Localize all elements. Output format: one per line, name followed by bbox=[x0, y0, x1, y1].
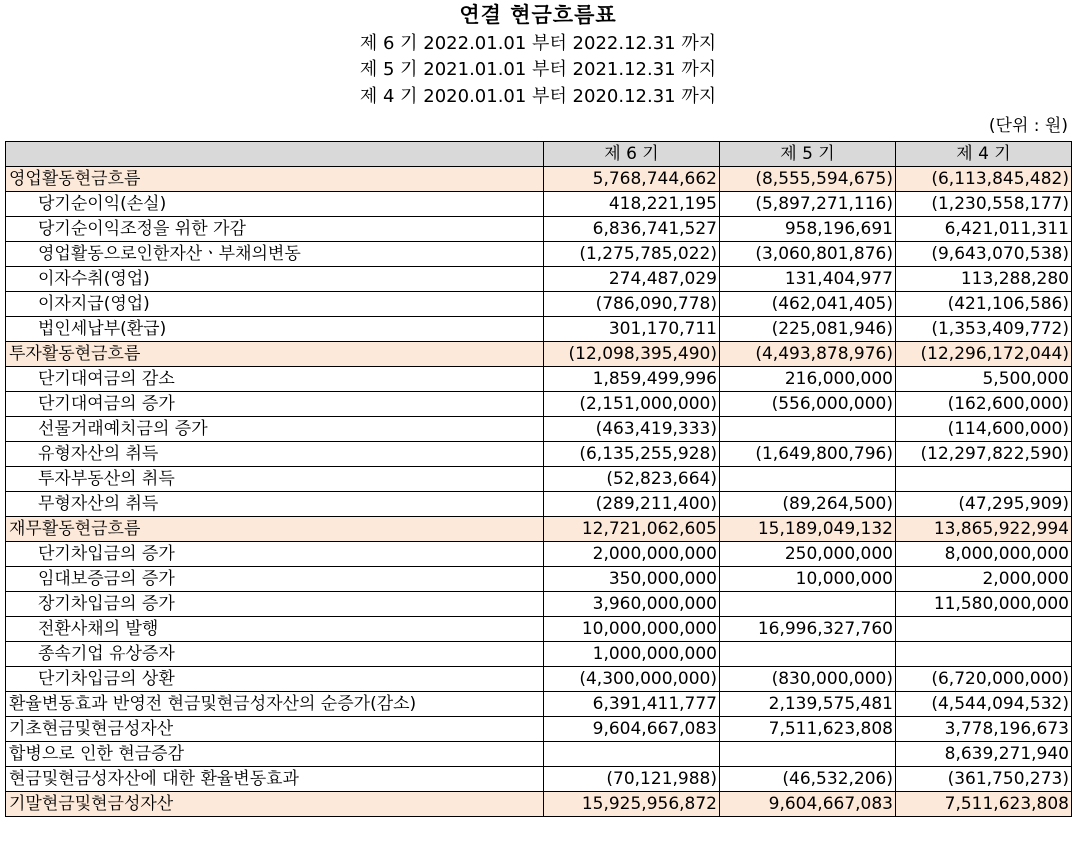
row-label: 합병으로 인한 현금증감 bbox=[6, 742, 544, 767]
value-period-4: (47,295,909) bbox=[896, 492, 1072, 517]
unit-label: (단위 : 원) bbox=[988, 116, 1068, 136]
table-row bbox=[6, 317, 1072, 342]
table-row bbox=[6, 542, 1072, 567]
value-period-5: (5,897,271,116) bbox=[720, 192, 896, 217]
value-period-5: (225,081,946) bbox=[720, 317, 896, 342]
table-row bbox=[6, 467, 1072, 492]
table-row bbox=[6, 417, 1072, 442]
table-row bbox=[6, 342, 1072, 367]
value-period-5: 15,189,049,132 bbox=[720, 517, 896, 542]
value-period-4: 6,421,011,311 bbox=[896, 217, 1072, 242]
row-label: 당기순이익(손실) bbox=[6, 192, 544, 217]
value-period-4: (421,106,586) bbox=[896, 292, 1072, 317]
value-period-4: (6,113,845,482) bbox=[896, 167, 1072, 192]
value-period-5: (4,493,878,976) bbox=[720, 342, 896, 367]
table-row bbox=[6, 592, 1072, 617]
row-label: 임대보증금의 증가 bbox=[6, 567, 544, 592]
value-period-6: 6,391,411,777 bbox=[544, 692, 720, 717]
value-period-5: 216,000,000 bbox=[720, 367, 896, 392]
value-period-6: 10,000,000,000 bbox=[544, 617, 720, 642]
table-row bbox=[6, 392, 1072, 417]
table-row bbox=[6, 517, 1072, 542]
value-period-6: 6,836,741,527 bbox=[544, 217, 720, 242]
value-period-4: (1,230,558,177) bbox=[896, 192, 1072, 217]
table-row bbox=[6, 717, 1072, 742]
row-label: 기말현금및현금성자산 bbox=[6, 792, 544, 817]
value-period-5 bbox=[720, 592, 896, 617]
value-period-4: (6,720,000,000) bbox=[896, 667, 1072, 692]
value-period-4: (114,600,000) bbox=[896, 417, 1072, 442]
value-period-6: (12,098,395,490) bbox=[544, 342, 720, 367]
value-period-6: 3,960,000,000 bbox=[544, 592, 720, 617]
table-row bbox=[6, 742, 1072, 767]
value-period-6: (463,419,333) bbox=[544, 417, 720, 442]
value-period-4: 5,500,000 bbox=[896, 367, 1072, 392]
value-period-5: 2,139,575,481 bbox=[720, 692, 896, 717]
value-period-6: 1,859,499,996 bbox=[544, 367, 720, 392]
value-period-5: (89,264,500) bbox=[720, 492, 896, 517]
value-period-5: (3,060,801,876) bbox=[720, 242, 896, 267]
value-period-5: 9,604,667,083 bbox=[720, 792, 896, 817]
value-period-5 bbox=[720, 642, 896, 667]
value-period-4 bbox=[896, 467, 1072, 492]
value-period-5: 958,196,691 bbox=[720, 217, 896, 242]
value-period-4 bbox=[896, 642, 1072, 667]
table-row bbox=[6, 617, 1072, 642]
value-period-6: 12,721,062,605 bbox=[544, 517, 720, 542]
value-period-6: (4,300,000,000) bbox=[544, 667, 720, 692]
header-label-cell bbox=[6, 142, 544, 167]
row-label: 종속기업 유상증자 bbox=[6, 642, 544, 667]
row-label: 법인세납부(환급) bbox=[6, 317, 544, 342]
value-period-5: (8,555,594,675) bbox=[720, 167, 896, 192]
table-row bbox=[6, 642, 1072, 667]
value-period-4: 11,580,000,000 bbox=[896, 592, 1072, 617]
value-period-6: 15,925,956,872 bbox=[544, 792, 720, 817]
value-period-6: (6,135,255,928) bbox=[544, 442, 720, 467]
value-period-5: 250,000,000 bbox=[720, 542, 896, 567]
table-row bbox=[6, 567, 1072, 592]
table-row bbox=[6, 167, 1072, 192]
row-label: 영업활동현금흐름 bbox=[6, 167, 544, 192]
row-label: 투자부동산의 취득 bbox=[6, 467, 544, 492]
value-period-6: (2,151,000,000) bbox=[544, 392, 720, 417]
value-period-4: (1,353,409,772) bbox=[896, 317, 1072, 342]
value-period-6: 2,000,000,000 bbox=[544, 542, 720, 567]
value-period-4: 13,865,922,994 bbox=[896, 517, 1072, 542]
table-row bbox=[6, 192, 1072, 217]
value-period-4: (162,600,000) bbox=[896, 392, 1072, 417]
value-period-4: 2,000,000 bbox=[896, 567, 1072, 592]
row-label: 유형자산의 취득 bbox=[6, 442, 544, 467]
value-period-4: 7,511,623,808 bbox=[896, 792, 1072, 817]
row-label: 선물거래예치금의 증가 bbox=[6, 417, 544, 442]
row-label: 무형자산의 취득 bbox=[6, 492, 544, 517]
value-period-5: 10,000,000 bbox=[720, 567, 896, 592]
row-label: 재무활동현금흐름 bbox=[6, 517, 544, 542]
value-period-4: (12,296,172,044) bbox=[896, 342, 1072, 367]
table-row bbox=[6, 667, 1072, 692]
header-period-5: 제 5 기 bbox=[720, 142, 896, 167]
row-label: 전환사채의 발행 bbox=[6, 617, 544, 642]
row-label: 환율변동효과 반영전 현금및현금성자산의 순증가(감소) bbox=[6, 692, 544, 717]
value-period-4: (12,297,822,590) bbox=[896, 442, 1072, 467]
period-line-5: 제 5 기 2021.01.01 부터 2021.12.31 까지 bbox=[359, 59, 717, 80]
row-label: 장기차입금의 증가 bbox=[6, 592, 544, 617]
value-period-5 bbox=[720, 467, 896, 492]
value-period-5: (462,041,405) bbox=[720, 292, 896, 317]
value-period-5 bbox=[720, 417, 896, 442]
header-period-6: 제 6 기 bbox=[544, 142, 720, 167]
value-period-6: 1,000,000,000 bbox=[544, 642, 720, 667]
row-label: 투자활동현금흐름 bbox=[6, 342, 544, 367]
row-label: 영업활동으로인한자산ㆍ부채의변동 bbox=[6, 242, 544, 267]
period-line-6: 제 6 기 2022.01.01 부터 2022.12.31 까지 bbox=[359, 33, 717, 54]
value-period-5: (1,649,800,796) bbox=[720, 442, 896, 467]
value-period-5: 7,511,623,808 bbox=[720, 717, 896, 742]
value-period-4: 8,639,271,940 bbox=[896, 742, 1072, 767]
value-period-5: (556,000,000) bbox=[720, 392, 896, 417]
table-row bbox=[6, 242, 1072, 267]
row-label: 단기대여금의 감소 bbox=[6, 367, 544, 392]
value-period-4: 113,288,280 bbox=[896, 267, 1072, 292]
row-label: 단기차입금의 증가 bbox=[6, 542, 544, 567]
statement-title: 연결 현금흐름표 bbox=[459, 3, 617, 27]
table-row bbox=[6, 442, 1072, 467]
value-period-6: (1,275,785,022) bbox=[544, 242, 720, 267]
period-line-4: 제 4 기 2020.01.01 부터 2020.12.31 까지 bbox=[359, 86, 717, 107]
value-period-4: (4,544,094,532) bbox=[896, 692, 1072, 717]
table-row bbox=[6, 792, 1072, 817]
value-period-6 bbox=[544, 742, 720, 767]
row-label: 단기차입금의 상환 bbox=[6, 667, 544, 692]
table-row bbox=[6, 692, 1072, 717]
value-period-5 bbox=[720, 742, 896, 767]
row-label: 기초현금및현금성자산 bbox=[6, 717, 544, 742]
table-row bbox=[6, 267, 1072, 292]
row-label: 현금및현금성자산에 대한 환율변동효과 bbox=[6, 767, 544, 792]
value-period-4: 8,000,000,000 bbox=[896, 542, 1072, 567]
value-period-4: (361,750,273) bbox=[896, 767, 1072, 792]
value-period-6: 9,604,667,083 bbox=[544, 717, 720, 742]
value-period-6: (786,090,778) bbox=[544, 292, 720, 317]
value-period-4 bbox=[896, 617, 1072, 642]
header-row bbox=[6, 142, 1072, 167]
row-label: 이자수취(영업) bbox=[6, 267, 544, 292]
value-period-4: (9,643,070,538) bbox=[896, 242, 1072, 267]
value-period-5: 131,404,977 bbox=[720, 267, 896, 292]
value-period-5: 16,996,327,760 bbox=[720, 617, 896, 642]
table-row bbox=[6, 292, 1072, 317]
row-label: 당기순이익조정을 위한 가감 bbox=[6, 217, 544, 242]
value-period-5: (830,000,000) bbox=[720, 667, 896, 692]
table-row bbox=[6, 367, 1072, 392]
value-period-6: (289,211,400) bbox=[544, 492, 720, 517]
value-period-6: 5,768,744,662 bbox=[544, 167, 720, 192]
table-row bbox=[6, 492, 1072, 517]
value-period-6: 301,170,711 bbox=[544, 317, 720, 342]
header-period-4: 제 4 기 bbox=[896, 142, 1072, 167]
cash-flow-table bbox=[5, 141, 1072, 817]
value-period-6: 418,221,195 bbox=[544, 192, 720, 217]
value-period-5: (46,532,206) bbox=[720, 767, 896, 792]
table-row bbox=[6, 217, 1072, 242]
value-period-6: 350,000,000 bbox=[544, 567, 720, 592]
table-row bbox=[6, 767, 1072, 792]
value-period-6: (70,121,988) bbox=[544, 767, 720, 792]
value-period-6: (52,823,664) bbox=[544, 467, 720, 492]
row-label: 이자지급(영업) bbox=[6, 292, 544, 317]
row-label: 단기대여금의 증가 bbox=[6, 392, 544, 417]
value-period-6: 274,487,029 bbox=[544, 267, 720, 292]
value-period-4: 3,778,196,673 bbox=[896, 717, 1072, 742]
